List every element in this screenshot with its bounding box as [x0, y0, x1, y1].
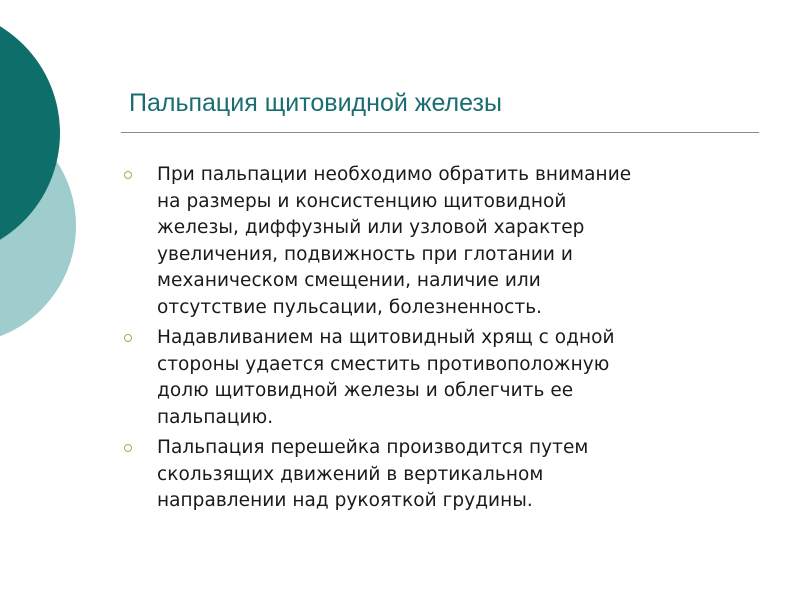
bullet-line: железы, диффузный или узловой характер — [157, 217, 585, 238]
bullet-line: При пальпации необходимо обратить внимание — [157, 164, 632, 185]
bullet-line: отсутствие пульсации, болезненность. — [157, 296, 543, 318]
bullet-line: увеличения, подвижность при глотании и — [157, 243, 574, 265]
bullet-text — [157, 162, 742, 321]
bullet-line: стороны удается сместить противоположную — [157, 353, 610, 375]
bullet-item — [122, 435, 742, 515]
bullet-line: Пальпация перешейка производится путем — [157, 437, 589, 458]
bullet-item — [122, 325, 742, 431]
bullet-list — [122, 162, 742, 519]
bullet-line: Надавливанием на щитовидный хрящ с одной — [157, 327, 615, 348]
hollow-circle-bullet-icon — [124, 171, 132, 179]
bullet-line: пальпацию. — [157, 406, 274, 428]
bullet-line: скользящих движений в вертикальном — [157, 463, 544, 485]
hollow-circle-bullet-icon — [124, 444, 132, 452]
bullet-item — [122, 162, 742, 321]
slide-title: Пальпация щитовидной железы — [129, 89, 502, 117]
hollow-circle-bullet-icon — [124, 334, 132, 342]
bullet-line: направлении над рукояткой грудины. — [157, 490, 533, 511]
bullet-text — [157, 325, 742, 431]
bullet-line: долю щитовидной железы и облегчить ее — [157, 380, 574, 401]
title-divider — [121, 132, 759, 133]
bullet-line: на размеры и консистенцию щитовидной — [157, 190, 567, 212]
bullet-line: механическом смещении, наличие или — [157, 270, 541, 291]
bullet-text — [157, 435, 742, 515]
